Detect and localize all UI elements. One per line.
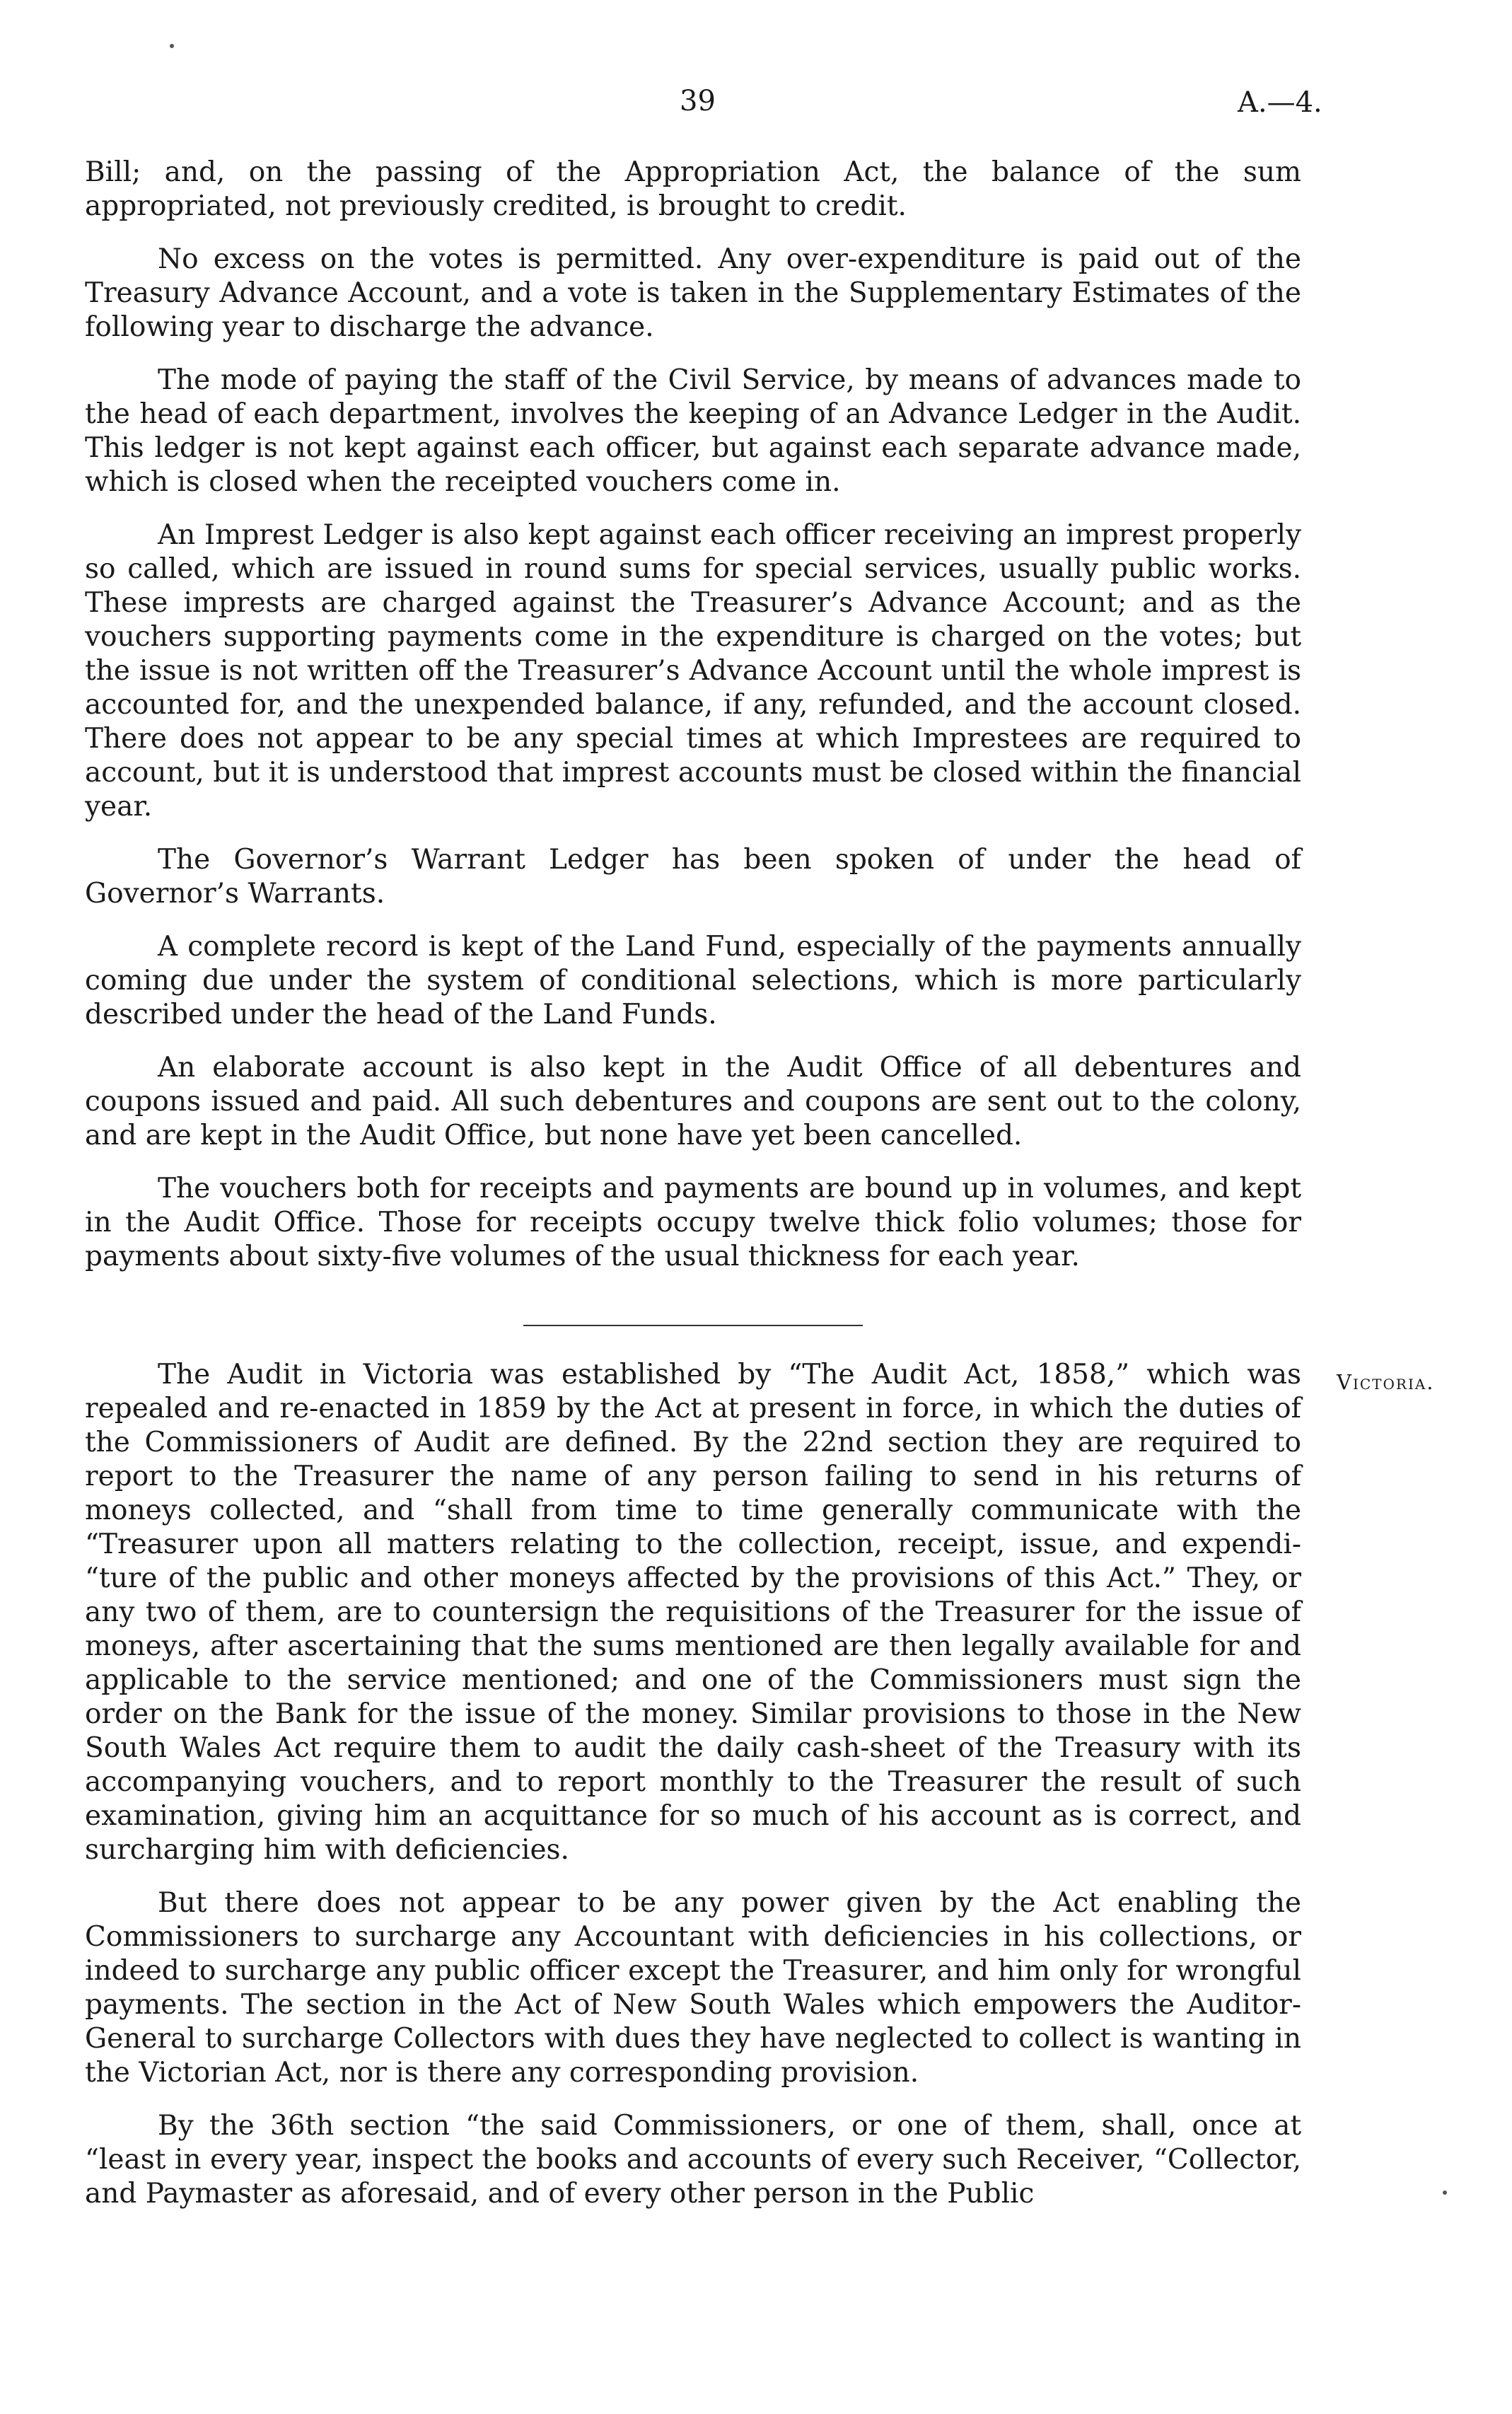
paragraph: The mode of paying the staff of the Civil Service, by means of advances made to the head of each department, involves the keeping of an Advance Ledger in the Audit. This ledger is not kept against each officer, but against each separate advance made, which is closed when the receipted vouchers come in. <box>85 364 1301 498</box>
paragraph: By the 36th section “the said Commissioners, or one of them, shall, once at “least in every year, inspect the books and accounts of every such Receiver, “Collector, and Paymaster as aforesaid, and of every other person in the Public <box>85 2110 1301 2210</box>
paragraph: An Imprest Ledger is also kept against each officer receiving an imprest properly so called, which are issued in round sums for special services, usually public works. These imprests are charged against the Treasurer’s Advance Account; and as the vouchers supporting payments come in the expenditure is charged on the votes; but the issue is not written off the Treasurer’s Advance Account until the whole imprest is accounted for, and the unexpended balance, if any, refunded, and the account closed. There does not appear to be any special times at which Imprestees are required to account, but it is understood that imprest accounts must be closed within the financial year. <box>85 519 1301 823</box>
body-text-bottom <box>85 1358 1301 2230</box>
document-reference: A.—4. <box>1238 86 1322 119</box>
paragraph: No excess on the votes is permitted. Any over-expenditure is paid out of the Treasury Advance Account, and a vote is taken in the Supplementary Estimates of the following year to discharge the advance. <box>85 243 1301 343</box>
speck-mark <box>170 44 174 48</box>
paragraph: But there does not appear to be any power given by the Act enabling the Commissioners to surcharge any Accountant with deficiencies in his collections, or indeed to surcharge any public officer except the Treasurer, and him only for wrongful payments. The section in the Act of New South Wales which empowers the Auditor-General to surcharge Collectors with dues they have neglected to collect is wanting in the Victorian Act, nor is there any corresponding provision. <box>85 1887 1301 2089</box>
section-divider <box>523 1325 863 1326</box>
paragraph: The vouchers both for receipts and payments are bound up in volumes, and kept in the Audit Office. Those for receipts occupy twelve thick folio volumes; those for payments about sixty-five volumes of the usual thickness for each year. <box>85 1173 1301 1272</box>
body-text-top <box>85 156 1301 1293</box>
paragraph: The Audit in Victoria was established by “The Audit Act, 1858,” which was repealed and re-enacted in 1859 by the Act at present in force, in which the duties of the Commissioners of Audit are defined. By the 22nd section they are required to report to the Treasurer the name of any person failing to send in his returns of moneys collected, and “shall from time to time generally communicate with the “Treasurer upon all matters relating to the collection, receipt, issue, and expendi- “ture of the public and other moneys affected by the provisions of this Act.” They, or any two of them, are to countersign the requisitions of the Treasurer for the issue of moneys, after ascertaining that the sums mentioned are then legally available for and applicable to the service mentioned; and one of the Commissioners must sign the order on the Bank for the issue of the money. Similar provisions to those in the New South Wales Act require them to audit the daily cash-sheet of the Treasury with its accompanying vouchers, and to report monthly to the Treasurer the result of such examination, giving him an acquittance for so much of his account as is correct, and surcharging him with deficiencies. <box>85 1359 1301 1866</box>
margin-note: Victoria. <box>1337 1370 1435 1394</box>
paragraph: A complete record is kept of the Land Fund, especially of the payments annually coming due under the system of conditional selections, which is more particularly described under the head of the Land Funds. <box>85 931 1301 1031</box>
page-number: 39 <box>680 85 716 117</box>
paragraph: An elaborate account is also kept in the Audit Office of all debentures and coupons issued and paid. All such debentures and coupons are sent out to the colony, and are kept in the Audit Office, but none have yet been cancelled. <box>85 1052 1301 1151</box>
speck-mark <box>1443 2190 1447 2195</box>
paragraph: Bill; and, on the passing of the Appropriation Act, the balance of the sum appropriated, not previously credited, is brought to credit. <box>85 156 1301 222</box>
paragraph: The Governor’s Warrant Ledger has been spoken of under the head of Governor’s Warrants. <box>85 844 1301 910</box>
